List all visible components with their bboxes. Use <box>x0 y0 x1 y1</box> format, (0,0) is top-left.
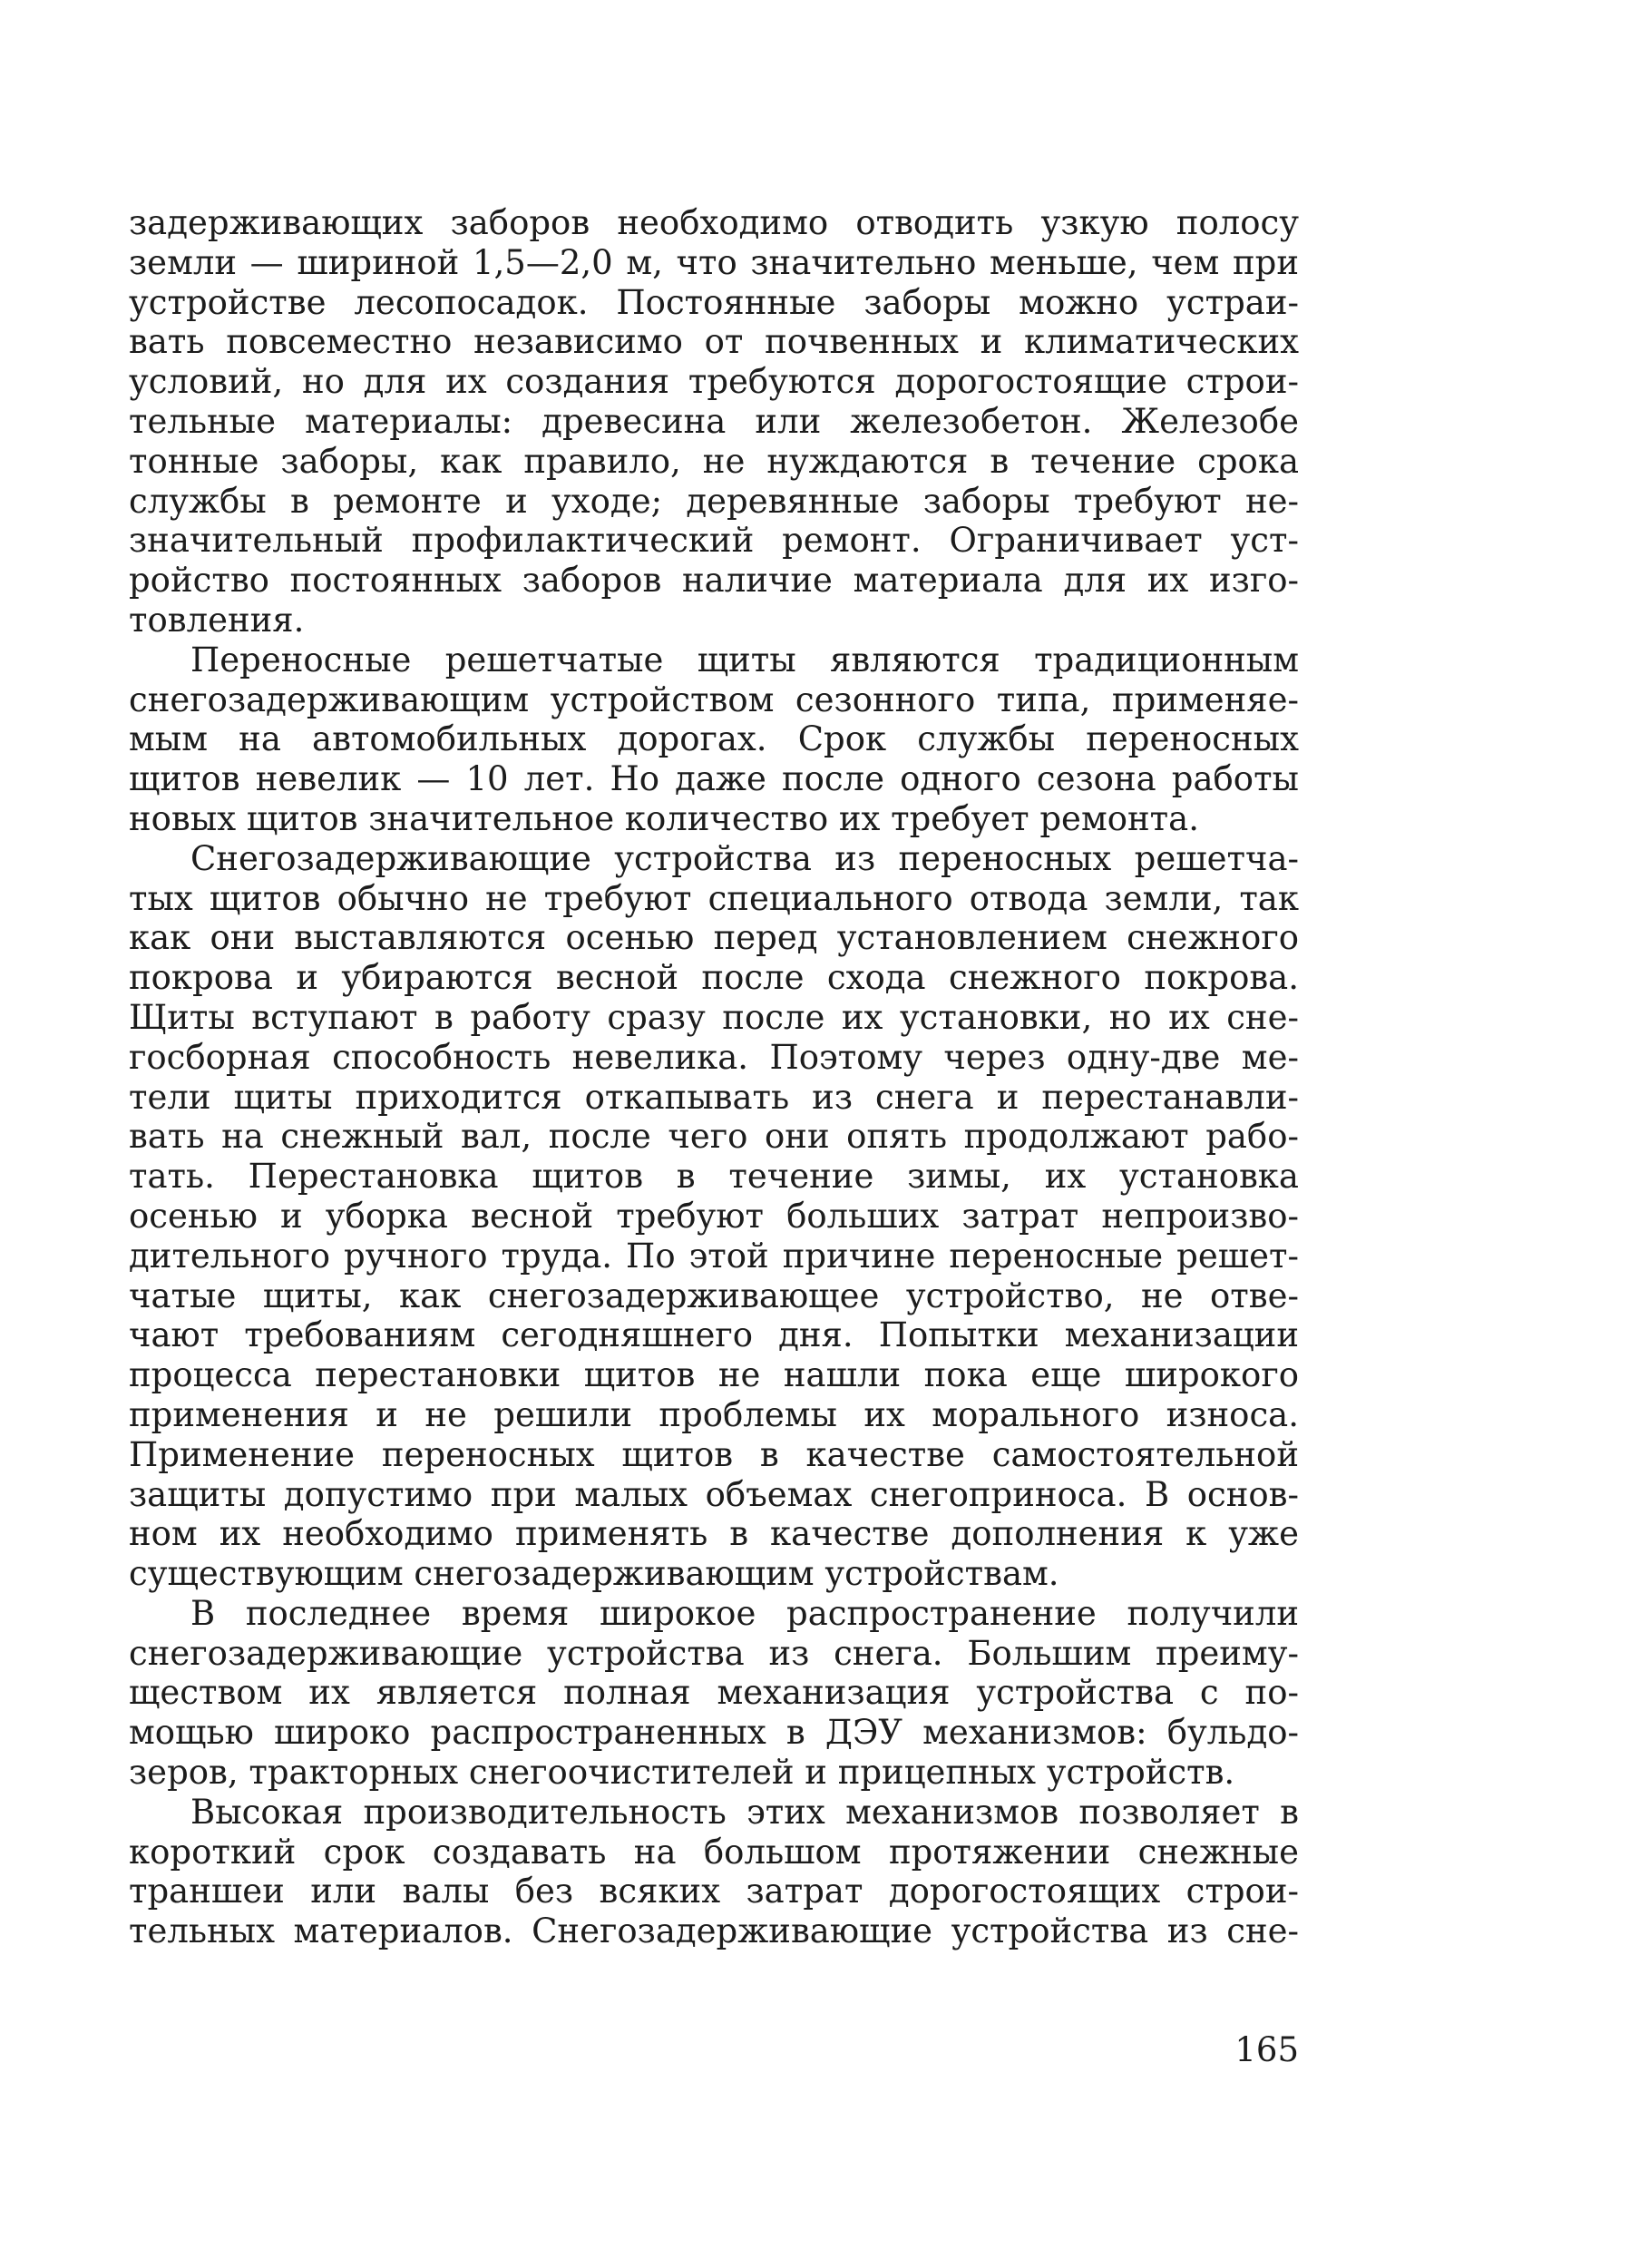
text-line: Снегозадерживающие устройства из переносных решетча- <box>190 838 1299 878</box>
paragraph <box>129 1594 1299 1793</box>
text-line: тельных материалов. Снегозадерживающие устройства из сне- <box>129 1911 1299 1951</box>
text-line: новых щитов значительное количество их требует ремонта. <box>129 798 1199 838</box>
text-line: зеров, тракторных снегоочистителей и прицепных устройств. <box>129 1753 1235 1793</box>
text-line: тать. Перестановка щитов в течение зимы, их установка <box>129 1157 1299 1197</box>
text-line: Щиты вступают в работу сразу после их установки, но их сне- <box>129 997 1299 1037</box>
text-line: значительный профилактический ремонт. Ограничивает уст- <box>129 521 1299 561</box>
text-line: тельные материалы: древесина или железобетон. Железобе <box>129 401 1299 441</box>
text-line: задерживающих заборов необходимо отводить узкую полосу <box>129 203 1299 242</box>
text-line: условий, но для их создания требуются дорогостоящие строи- <box>129 362 1299 402</box>
text-line: службы в ремонте и уходе; деревянные заборы требуют не- <box>129 481 1299 521</box>
text-line: ройство постоянных заборов наличие материала для их изго- <box>129 561 1299 601</box>
text-line: чатые щиты, как снегозадерживающее устройство, не отве- <box>129 1276 1299 1315</box>
text-line: товления. <box>129 600 305 640</box>
page-number: 165 <box>1234 2030 1299 2069</box>
text-line: снегозадерживающим устройством сезонного типа, применяе- <box>129 679 1299 719</box>
text-line: щитов невелик — 10 лет. Но даже после одного сезона работы <box>129 759 1299 799</box>
text-line: мым на автомобильных дорогах. Срок службы переносных <box>129 719 1299 759</box>
text-line: чают требованиям сегодняшнего дня. Попытки механизации <box>129 1315 1299 1355</box>
text-line: тонные заборы, как правило, не нуждаются в течение срока <box>129 441 1299 481</box>
text-line: мощью широко распространенных в ДЭУ механизмов: бульдо- <box>129 1713 1299 1753</box>
text-line: покрова и убираются весной после схода снежного покрова. <box>129 958 1299 998</box>
text-line: дительного ручного труда. По этой причине переносные решет- <box>129 1236 1299 1276</box>
text-line: Переносные решетчатые щиты являются традиционным <box>190 640 1299 679</box>
text-line: ном их необходимо применять в качестве дополнения к уже <box>129 1514 1299 1554</box>
text-line: снегозадерживающие устройства из снега. Большим преиму- <box>129 1633 1299 1673</box>
text-line: В последнее время широкое распространение получили <box>190 1593 1299 1633</box>
text-line: короткий срок создавать на большом протяжении снежные <box>129 1832 1299 1872</box>
text-line: земли — шириной 1,5—2,0 м, что значительно меньше, чем при <box>129 242 1299 282</box>
text-line: устройстве лесопосадок. Постоянные заборы можно устраи- <box>129 282 1299 322</box>
paragraph <box>129 203 1299 640</box>
text-line: Высокая производительность этих механизмов позволяет в <box>190 1792 1299 1832</box>
body-text <box>129 203 1299 1951</box>
paragraph <box>129 1793 1299 1951</box>
text-line: существующим снегозадерживающим устройствам. <box>129 1554 1059 1594</box>
text-line: Применение переносных щитов в качестве самостоятельной <box>129 1434 1299 1474</box>
text-line: как они выставляются осенью перед установлением снежного <box>129 918 1299 958</box>
text-line: тели щиты приходится откапывать из снега и перестанавли- <box>129 1077 1299 1117</box>
text-line: защиты допустимо при малых объемах снегоприноса. В основ- <box>129 1474 1299 1514</box>
text-line: тых щитов обычно не требуют специального отвода земли, так <box>129 878 1299 918</box>
text-line: применения и не решили проблемы их морального износа. <box>129 1394 1299 1434</box>
text-line: госборная способность невелика. Поэтому через одну-две ме- <box>129 1037 1299 1077</box>
text-line: вать повсеместно независимо от почвенных и климатических <box>129 322 1299 362</box>
paragraph <box>129 640 1299 839</box>
text-line: вать на снежный вал, после чего они опять продолжают рабо- <box>129 1117 1299 1157</box>
text-line: ществом их является полная механизация устройства с по- <box>129 1673 1299 1713</box>
text-line: траншеи или валы без всяких затрат дорогостоящих строи- <box>129 1872 1299 1911</box>
text-line: процесса перестановки щитов не нашли пока еще широкого <box>129 1355 1299 1395</box>
text-line: осенью и уборка весной требуют больших затрат непроизво- <box>129 1196 1299 1236</box>
paragraph <box>129 839 1299 1594</box>
